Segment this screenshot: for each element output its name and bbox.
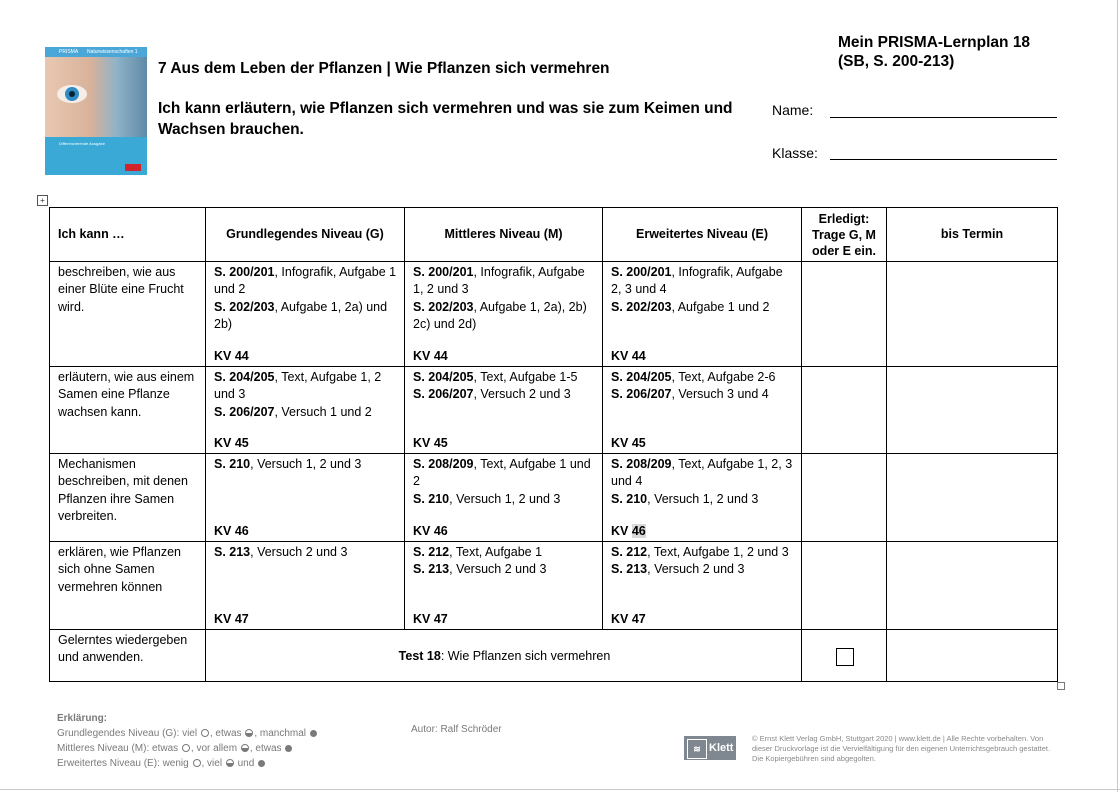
task-line: S. 208/209, Text, Aufgabe 1 und 2 [413, 457, 591, 489]
done-cell[interactable] [802, 367, 887, 454]
page-edge [0, 789, 1120, 790]
circle-full-icon [285, 745, 292, 752]
skill-cell: erklären, wie Pflanzen sich ohne Samen vermehren können [50, 542, 206, 630]
cover-band [45, 47, 147, 57]
legend-line-e: Erweitertes Niveau (E): wenig , viel und [57, 756, 318, 771]
legend-line-g: Grundlegendes Niveau (G): viel , etwas , manchmal [57, 726, 318, 741]
task-line: S. 210, Versuch 1, 2 und 3 [214, 457, 362, 471]
task-line: S. 213, Versuch 2 und 3 [413, 562, 547, 577]
task-line: S. 204/205, Text, Aufgabe 2-6 [611, 370, 776, 384]
class-field-line[interactable] [830, 159, 1057, 160]
cover-subject: Naturwissenschaften 1 [87, 49, 138, 55]
worksheet-ref: KV 44 [214, 348, 249, 363]
skill-cell: Gelerntes wiedergeben und anwenden. [50, 630, 206, 682]
worksheet-ref: KV 47 [611, 611, 646, 626]
task-line: S. 200/201, Infografik, Aufgabe 1 und 2 [214, 265, 397, 297]
deadline-cell[interactable] [887, 367, 1058, 454]
table-row [50, 262, 1058, 367]
class-label: Klasse: [772, 145, 818, 161]
worksheet-ref: KV 46 [611, 523, 646, 538]
name-field-line[interactable] [830, 117, 1057, 118]
task-cell-basic [206, 262, 405, 367]
task-line: S. 206/207, Versuch 2 und 3 [413, 387, 571, 402]
worksheet-ref: KV 46 [413, 523, 448, 538]
page-edge [1117, 0, 1118, 792]
task-cell-middle [405, 262, 603, 367]
circle-full-icon [258, 760, 265, 767]
worksheet-ref: KV 45 [611, 435, 646, 450]
deadline-cell[interactable] [887, 262, 1058, 367]
legend-line-m: Mittleres Niveau (M): etwas , vor allem , etwas [57, 741, 318, 756]
circle-open-icon [193, 759, 201, 767]
task-line: S. 200/201, Infografik, Aufgabe 2, 3 und 4 [611, 265, 783, 297]
selected-text-highlight[interactable]: 46 [631, 523, 646, 538]
circle-full-icon [310, 730, 317, 737]
header-done: Erledigt: Trage G, M oder E ein. [802, 208, 887, 262]
task-line: S. 213, Versuch 2 und 3 [611, 562, 745, 577]
eye-pupil [69, 91, 75, 97]
worksheet-ref: KV 46 [214, 523, 249, 538]
task-cell-basic [206, 542, 405, 630]
copyright-notice: © Ernst Klett Verlag GmbH, Stuttgart 2020 | www.klett.de | Alle Rechte vorbehalten. Von dieser Druckvorlage ist die Vervielfältigung für den eigenen Unterrichtsgebrauch gestattet. Die Kopiergebühren sind abgegolten. [752, 734, 1051, 763]
task-cell-advanced [603, 454, 802, 542]
task-cell-middle [405, 454, 603, 542]
deadline-cell[interactable] [887, 542, 1058, 630]
table-move-handle-icon[interactable]: + [37, 195, 48, 206]
deadline-cell[interactable] [887, 630, 1058, 682]
klett-logo [684, 736, 736, 760]
task-cell-advanced [603, 262, 802, 367]
task-line: S. 206/207, Versuch 1 und 2 [214, 404, 372, 419]
task-line: S. 213, Versuch 2 und 3 [214, 545, 348, 559]
test-row [50, 630, 1058, 682]
worksheet-ref: KV 44 [413, 348, 448, 363]
header-basic-level: Grundlegendes Niveau (G) [206, 208, 405, 262]
task-cell-basic [206, 454, 405, 542]
cover-publisher-mark [125, 164, 141, 171]
plan-pages: (SB, S. 200-213) [838, 53, 955, 70]
learning-goal: Ich kann erläutern, wie Pflanzen sich vermehren und was sie zum Keimen und Wachsen brauchen. [158, 100, 733, 138]
task-line: S. 204/205, Text, Aufgabe 1, 2 und 3 [214, 370, 382, 402]
table-row [50, 542, 1058, 630]
task-cell-middle [405, 367, 603, 454]
header-middle-level: Mittleres Niveau (M) [405, 208, 603, 262]
worksheet-ref: KV 47 [214, 611, 249, 626]
table-header-row [50, 208, 1058, 262]
task-line: S. 210, Versuch 1, 2 und 3 [413, 491, 561, 506]
header-deadline: bis Termin [887, 208, 1058, 262]
circle-open-icon [201, 729, 209, 737]
circle-half-icon [226, 759, 234, 767]
worksheet-ref: KV 44 [611, 348, 646, 363]
task-cell-advanced [603, 542, 802, 630]
chapter-title: 7 Aus dem Leben der Pflanzen | Wie Pflanzen sich vermehren [158, 60, 610, 77]
done-cell[interactable] [802, 454, 887, 542]
worksheet-ref: KV 47 [413, 611, 448, 626]
task-line: S. 204/205, Text, Aufgabe 1-5 [413, 370, 578, 384]
task-line: S. 210, Versuch 1, 2 und 3 [611, 491, 759, 506]
skill-cell: Mechanismen beschreiben, mit denen Pflanzen ihre Samen verbreiten. [50, 454, 206, 542]
skill-cell: erläutern, wie aus einem Samen eine Pflanze wachsen kann. [50, 367, 206, 454]
test-cell: Test 18: Wie Pflanzen sich vermehren [206, 630, 802, 682]
done-cell[interactable] [802, 542, 887, 630]
task-line: S. 202/203, Aufgabe 1 und 2 [611, 299, 770, 314]
book-cover-image [45, 47, 147, 175]
task-line: S. 212, Text, Aufgabe 1 [413, 545, 543, 559]
plan-title: Mein PRISMA-Lernplan 18 [838, 34, 1031, 51]
author: Autor: Ralf Schröder [411, 724, 502, 735]
worksheet-ref: KV 45 [214, 435, 249, 450]
task-line: S. 200/201, Infografik, Aufgabe 1, 2 und 3 [413, 265, 585, 297]
task-line: S. 202/203, Aufgabe 1, 2a) und 2b) [214, 299, 388, 332]
task-line: S. 206/207, Versuch 3 und 4 [611, 387, 769, 402]
cover-edition: Differenzierende Ausgabe [59, 141, 105, 146]
task-cell-middle [405, 542, 603, 630]
klett-mark-icon: ≋ [687, 739, 707, 759]
task-line: S. 208/209, Text, Aufgabe 1, 2, 3 und 4 [611, 457, 793, 489]
legend-title: Erklärung: [57, 713, 108, 724]
table-resize-handle-icon[interactable] [1057, 682, 1065, 690]
klett-logo-text: Klett [709, 742, 734, 754]
task-cell-advanced [603, 367, 802, 454]
skill-cell: beschreiben, wie aus einer Blüte eine Frucht wird. [50, 262, 206, 367]
header-advanced-level: Erweitertes Niveau (E) [603, 208, 802, 262]
task-cell-basic [206, 367, 405, 454]
done-cell[interactable] [802, 262, 887, 367]
cover-series: PRISMA [59, 49, 79, 55]
table-row [50, 454, 1058, 542]
learning-plan-table [49, 207, 1058, 682]
legend [57, 711, 318, 771]
header-can: Ich kann … [50, 208, 206, 262]
circle-open-icon [182, 744, 190, 752]
name-label: Name: [772, 102, 814, 118]
table-row [50, 367, 1058, 454]
done-cell [802, 630, 887, 682]
circle-half-icon [245, 729, 253, 737]
worksheet-ref: KV 45 [413, 435, 448, 450]
task-line: S. 212, Text, Aufgabe 1, 2 und 3 [611, 545, 789, 559]
task-line: S. 202/203, Aufgabe 1, 2a), 2b) 2c) und 2d) [413, 299, 587, 332]
test-checkbox[interactable] [836, 648, 854, 666]
deadline-cell[interactable] [887, 454, 1058, 542]
circle-half-icon [241, 744, 249, 752]
